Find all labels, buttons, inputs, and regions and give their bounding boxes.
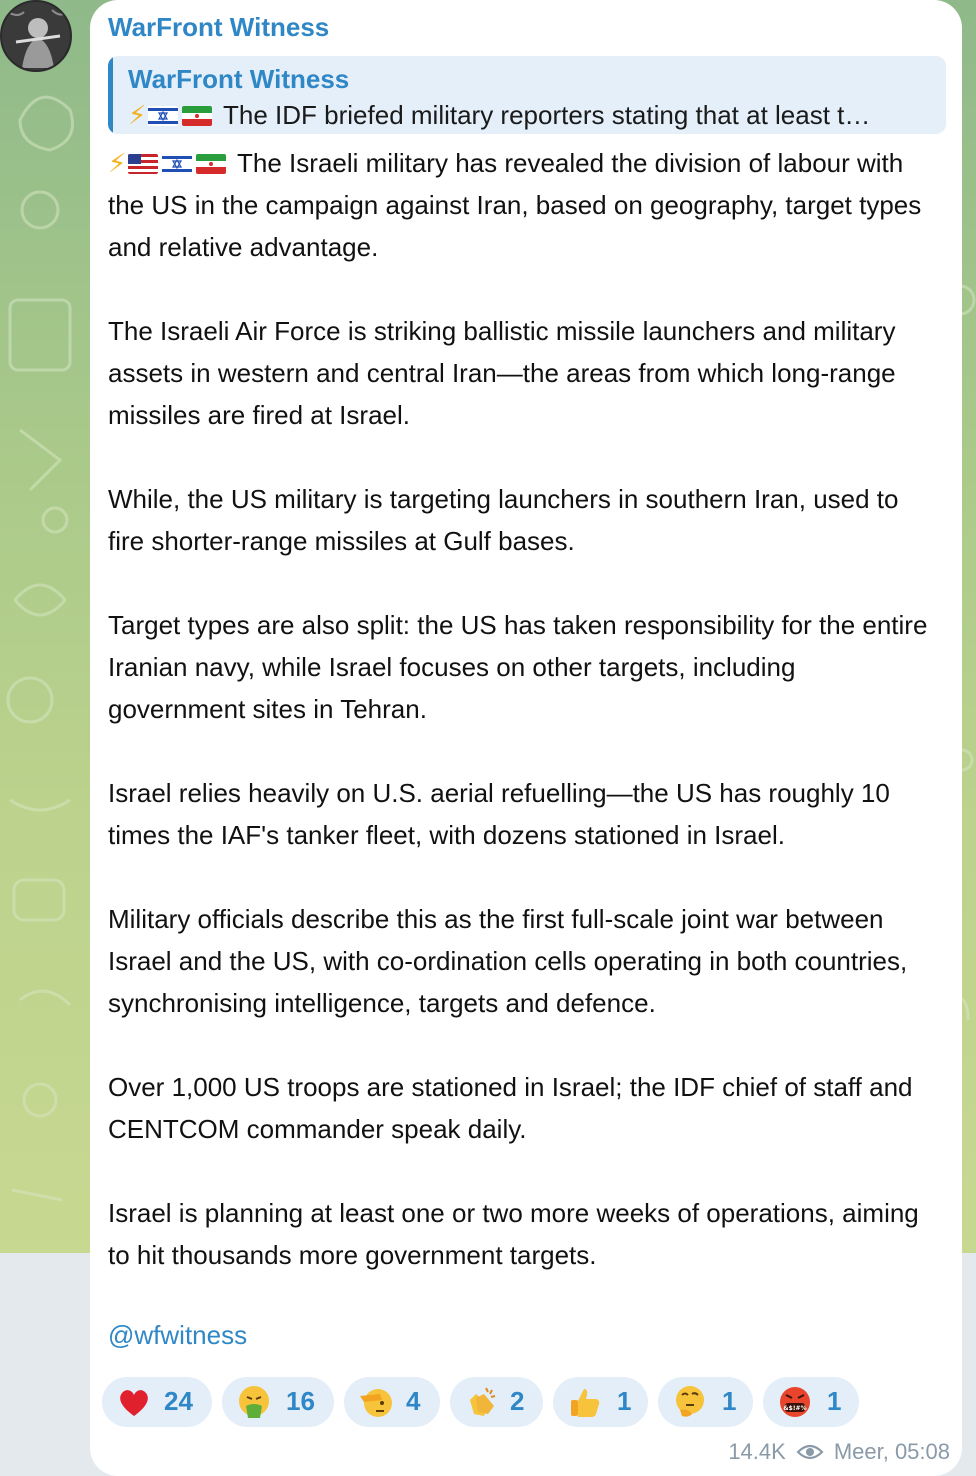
reply-snippet xyxy=(128,100,936,131)
message-lead xyxy=(108,142,938,268)
reply-preview-text: The IDF briefed military reporters stating that at least t… xyxy=(223,100,871,130)
lightning-icon: ⚡ xyxy=(108,148,127,178)
channel-handle-link[interactable]: @wfwitness xyxy=(108,1320,248,1350)
reaction-heart[interactable] xyxy=(102,1377,212,1427)
message-body xyxy=(108,142,938,1318)
reply-accent-bar xyxy=(108,56,113,134)
svg-text:&$!#%: &$!#% xyxy=(783,1405,807,1412)
reaction-vomit[interactable] xyxy=(222,1377,334,1427)
message-paragraph: Target types are also split: the US has taken responsibility for the entire Iranian navy, while Israel focuses on other targets, including government sites in Tehran. xyxy=(108,610,928,724)
view-count: 14.4K xyxy=(728,1439,786,1464)
thumbs-up-icon xyxy=(567,1384,603,1420)
reaction-salute[interactable] xyxy=(344,1377,440,1427)
reply-sender-name: WarFront Witness xyxy=(128,64,350,94)
reaction-count: 4 xyxy=(406,1386,421,1416)
message-paragraph: Over 1,000 US troops are stationed in Israel; the IDF chief of staff and CENTCOM commander speak daily. xyxy=(108,1072,913,1144)
vomiting-face-icon xyxy=(236,1384,272,1420)
message-paragraph: Israel is planning at least one or two more weeks of operations, aiming to hit thousands more government targets. xyxy=(108,1198,919,1270)
reaction-count: 16 xyxy=(286,1386,315,1416)
clapping-hands-icon xyxy=(464,1384,500,1420)
sender-name[interactable]: WarFront Witness xyxy=(108,12,330,42)
reaction-count: 1 xyxy=(617,1386,632,1416)
iran-flag-icon xyxy=(196,154,226,174)
reaction-clap[interactable] xyxy=(450,1377,543,1427)
lead-text: The Israeli military has revealed the division of labour with the US in the campaign against Iran, based on geography, target types and relative advantage. xyxy=(108,148,922,262)
author-and-time: Meer, 05:08 xyxy=(833,1439,950,1464)
message-paragraph: Military officials describe this as the first full-scale joint war between Israel and the US, with co-ordination cells operating in both countries, synchronising intelligence, targets and defence. xyxy=(108,904,908,1018)
channel-avatar[interactable] xyxy=(0,0,72,72)
reaction-count: 2 xyxy=(510,1386,525,1416)
reaction-count: 24 xyxy=(164,1386,193,1416)
cursing-face-icon xyxy=(777,1384,813,1420)
reaction-thinking[interactable] xyxy=(658,1377,753,1427)
saluting-face-icon xyxy=(358,1384,394,1420)
reaction-cursing[interactable] xyxy=(763,1377,859,1427)
thinking-face-icon xyxy=(672,1384,708,1420)
reaction-count: 1 xyxy=(722,1386,737,1416)
message-paragraph: While, the US military is targeting launchers in southern Iran, used to fire shorter-range missiles at Gulf bases. xyxy=(108,484,899,556)
israel-flag-icon xyxy=(162,154,192,174)
israel-flag-icon xyxy=(148,106,178,126)
message-meta xyxy=(728,1439,950,1465)
usa-flag-icon xyxy=(128,154,158,174)
reaction-count: 1 xyxy=(827,1386,842,1416)
message-paragraph: The Israeli Air Force is striking ballistic missile launchers and military assets in western and central Iran—the areas from which long-range missiles are fired at Israel. xyxy=(108,316,896,430)
reply-preview[interactable] xyxy=(108,56,946,134)
red-heart-icon xyxy=(116,1384,152,1420)
iran-flag-icon xyxy=(182,106,212,126)
eye-icon xyxy=(796,1443,824,1461)
message-paragraph: Israel relies heavily on U.S. aerial refuelling—the US has roughly 10 times the IAF's tanker fleet, with dozens stationed in Israel. xyxy=(108,778,890,850)
lightning-icon: ⚡ xyxy=(128,100,147,130)
reaction-thumbs-up[interactable] xyxy=(553,1377,648,1427)
